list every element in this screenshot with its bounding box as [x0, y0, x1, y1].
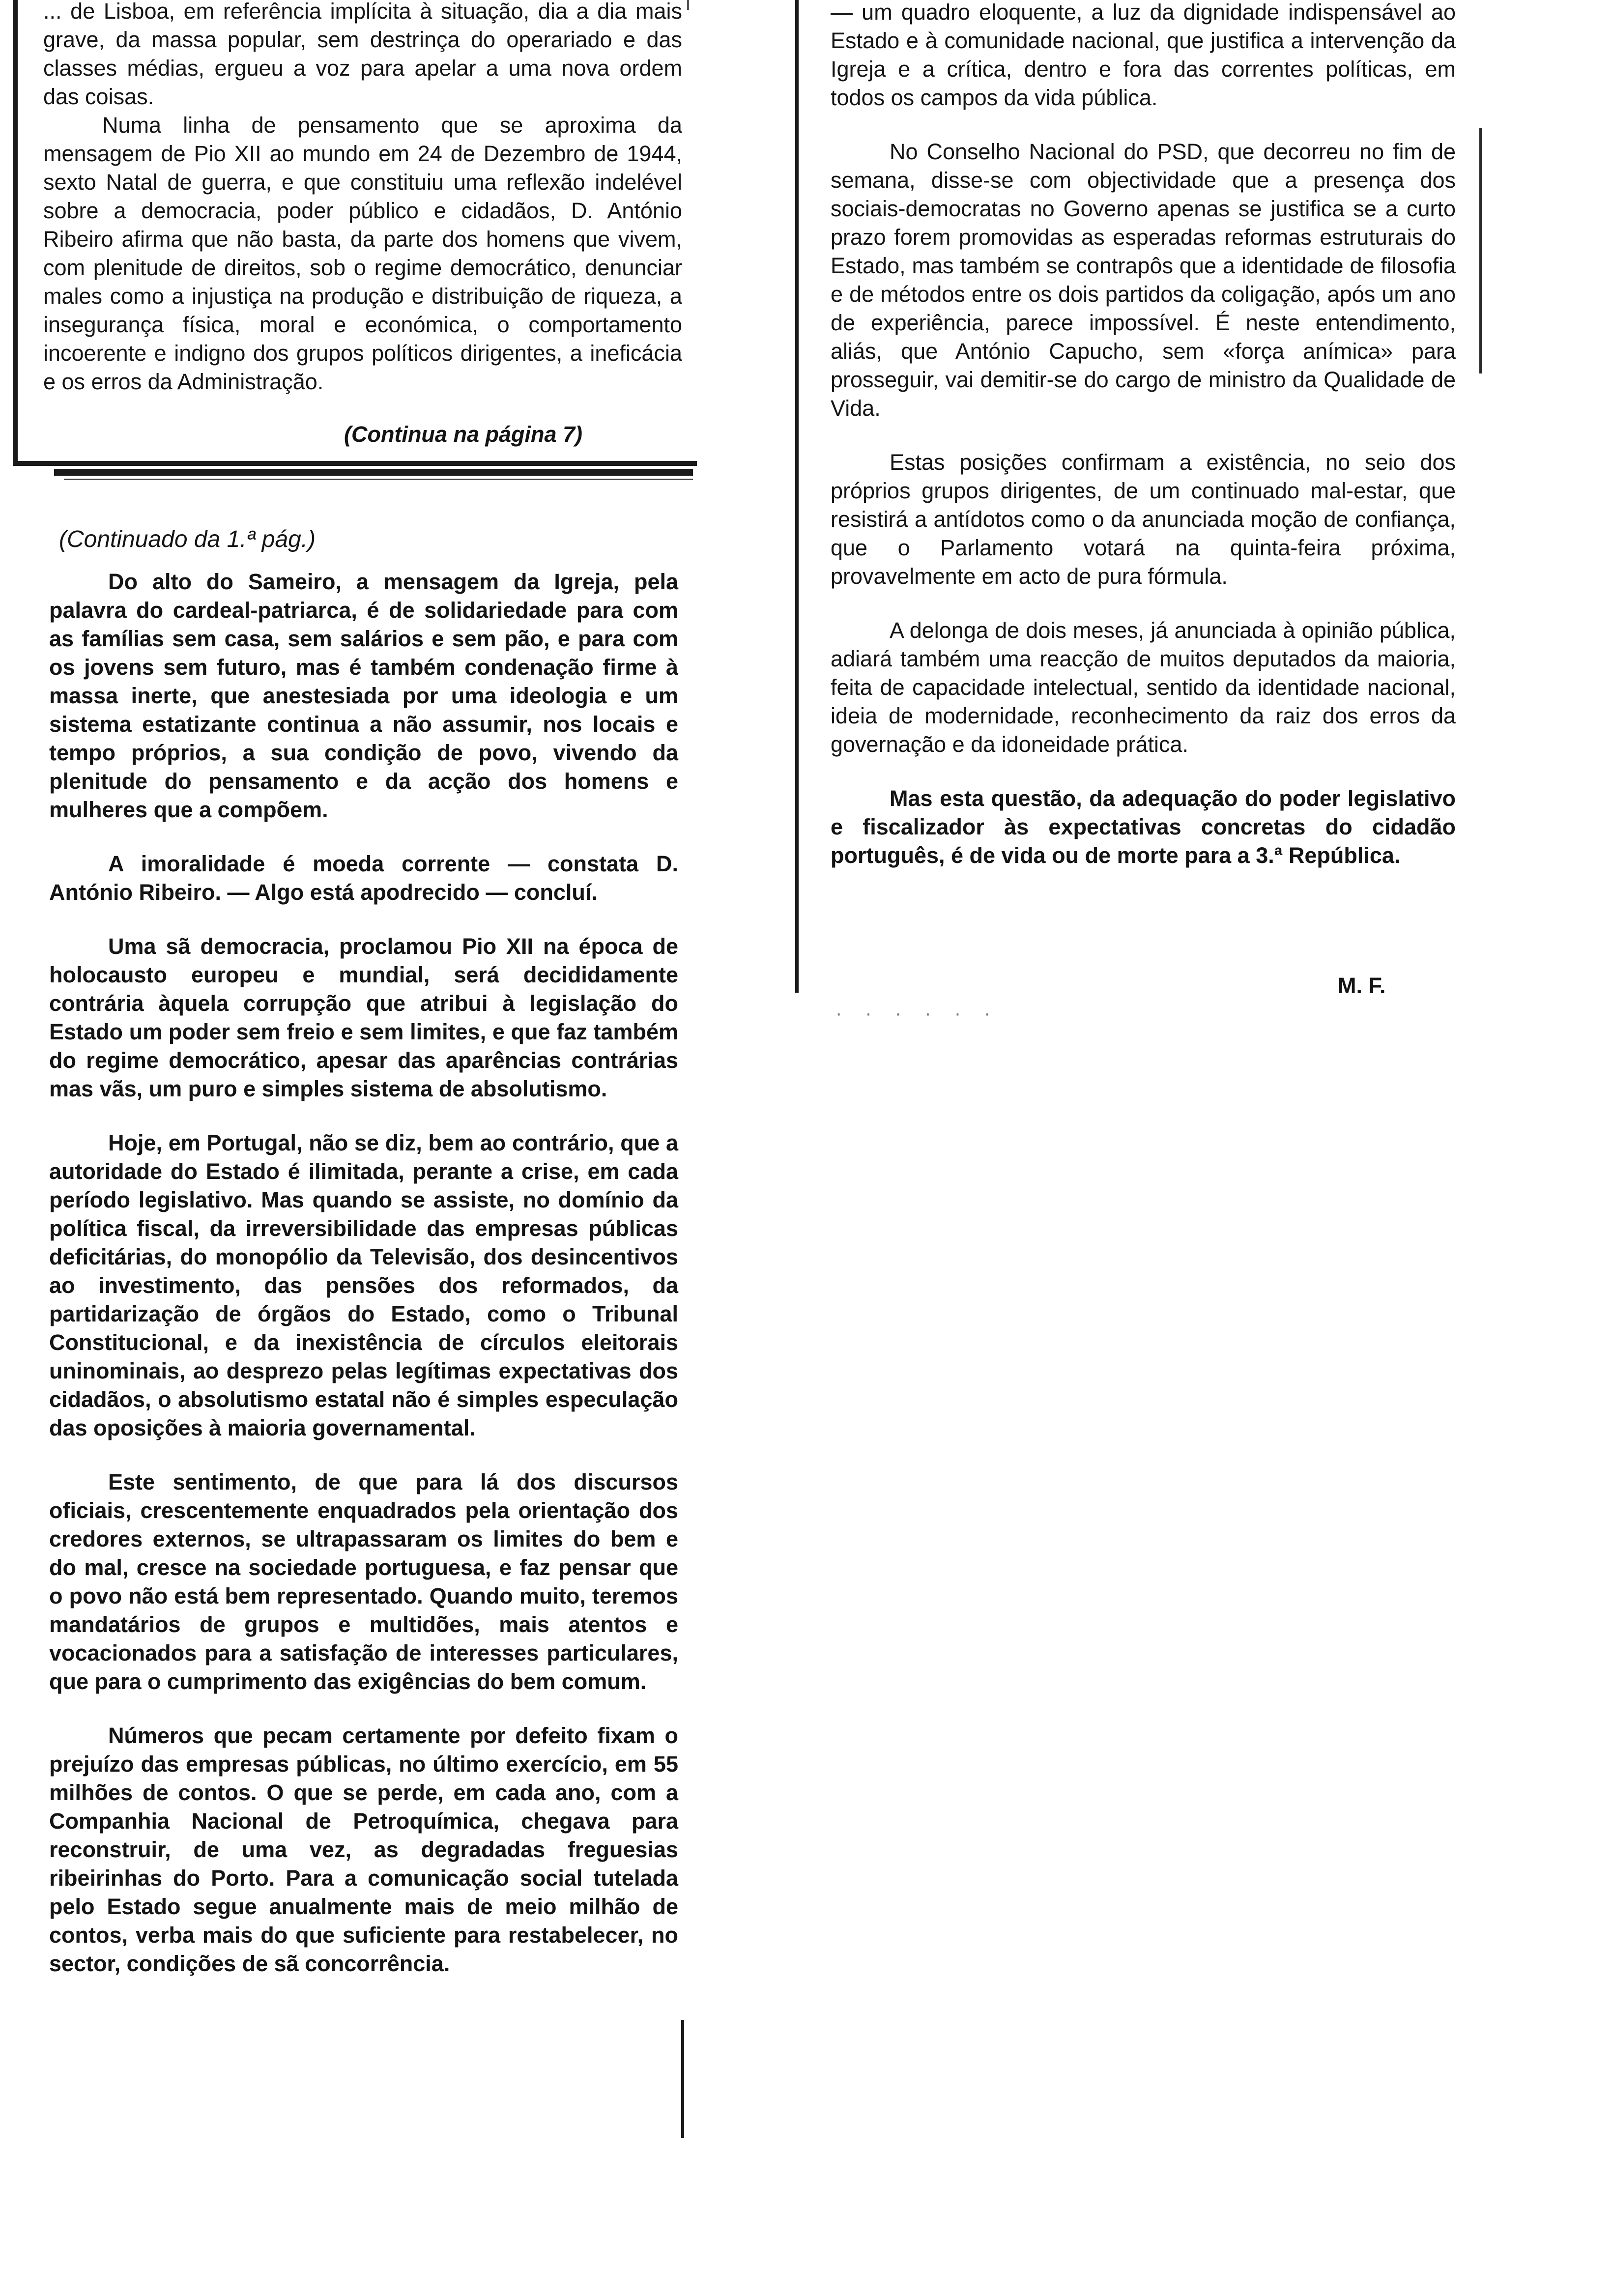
- right-paragraph-3: Estas posições confirmam a existência, no seio dos próprios grupos dirigentes, de um continuado mal-estar, que resistirá a antídotos como o da anunciada moção de confiança, que o Parlamento votará na quinta-feira próxima, provavelmente em acto de pura fórmula.: [831, 450, 1456, 589]
- right-column-border: [795, 0, 799, 993]
- continua-na-pagina-label: (Continua na página 7): [344, 422, 583, 447]
- left-article-column: [49, 526, 678, 1978]
- left-paragraph-4: Hoje, em Portugal, não se diz, bem ao contrário, que a autoridade do Estado é ilimitada, perante a crise, em cada período legislativo. Mas quando se assiste, no domínio da política fiscal, da irreversibilidade das empresas públicas deficitárias, do monopólio da Televisão, dos desincentivos ao investimento, das pensões dos reformados, da partidarização de órgãos do Estado, como o Tribunal Constitucional, e da inexistência de círculos eleitorais uninominais, ao desprezo pelas legítimas expectativas dos cidadãos, o absolutismo estatal não é simples especulação das oposições à maioria governamental.: [49, 1130, 678, 1440]
- top-left-paragraph-1: ... de Lisboa, em referência implícita à situação, dia a dia mais grave, da massa popular, sem destrinça do operariado e das classes médias, ergueu a voz para apelar a uma nova ordem das coisas.: [43, 0, 682, 109]
- left-paragraph-3: Uma sã democracia, proclamou Pio XII na época de holocausto europeu e mundial, será decididamente contrária àquela corrupção que atribui à legislação do Estado um poder sem freio e sem limites, e que faz também do regime democrático, apesar das aparências contrárias mas vãs, um puro e simples sistema de absolutismo.: [49, 934, 678, 1101]
- continuado-label: (Continuado da 1.ª pág.): [59, 526, 316, 552]
- left-paragraph-1: Do alto do Sameiro, a mensagem da Igreja, pela palavra do cardeal-patriarca, é de solidariedade para com as famílias sem casa, sem salários e sem pão, e para com os jovens sem futuro, mas é também condenação firme à massa inerte, que anestesiada por uma ideologia e um sistema estatizante continua a não assumir, nos locais e tempo próprios, a sua condição de povo, vivendo da plenitude do pensamento e da acção dos homens e mulheres que a compõem.: [49, 569, 678, 822]
- top-left-box-bottom-rule: [13, 461, 697, 466]
- right-paragraph-4: A delonga de dois meses, já anunciada à opinião pública, adiará também uma reacção de muitos deputados da maioria, feita de capacidade intelectual, sentido da identidade nacional, ideia de modernidade, reconhecimento da raiz dos erros da governação e da idoneidade prática.: [831, 618, 1456, 757]
- top-left-box-corner-rule: [687, 0, 689, 10]
- left-paragraph-5: Este sentimento, de que para lá dos discursos oficiais, crescentemente enquadrados pela orientação dos credores externos, se ultrapassaram os limites do bem e do mal, cresce na sociedade portuguesa, e faz pensar que o povo não está bem representado. Quando muito, teremos mandatários de grupos e multidões, mais atentos e vocacionados para a satisfação de interesses particulares, que para o cumprimento das exigências do bem comum.: [49, 1469, 678, 1694]
- right-column-edge-rule: [1479, 128, 1482, 373]
- top-left-box-border: [13, 0, 18, 466]
- left-column-edge-rule: [681, 2020, 684, 2138]
- section-divider-rule: [54, 469, 693, 476]
- author-signature: M. F.: [1338, 973, 1386, 998]
- left-paragraph-6: Números que pecam certamente por defeito fixam o prejuízo das empresas públicas, no último exercício, em 55 milhões de contos. O que se perde, em cada ano, com a Companhia Nacional de Petroquímica, chegava para reconstruir, de uma vez, as degradadas freguesias ribeirinhas do Porto. Para a comunicação social tutelada pelo Estado segue anualmente mais de meio milhão de contos, verba mais do que suficiente para restabelecer, no sector, condições de sã concorrência.: [49, 1723, 678, 1976]
- right-paragraph-5: Mas esta questão, da adequação do poder legislativo e fiscalizador às expectativas concretas do cidadão português, é de vida ou de morte para a 3.ª República.: [831, 786, 1456, 868]
- column-end-dots: · · · · · ·: [835, 1003, 1000, 1024]
- right-paragraph-2: No Conselho Nacional do PSD, que decorreu no fim de semana, disse-se com objectividade que a presença dos sociais-democratas no Governo apenas se justifica se a curto prazo forem promovidas as esperadas reformas estruturais do Estado, mas também se contrapôs que a identidade de filosofia e de métodos entre os dois partidos da coligação, após um ano de experiência, parece impossível. É neste entendimento, aliás, que António Capucho, sem «força anímica» para prosseguir, vai demitir-se do cargo de ministro da Qualidade de Vida.: [831, 139, 1456, 421]
- right-paragraph-1: — um quadro eloquente, a luz da dignidade indispensável ao Estado e à comunidade nacional, que justifica a intervenção da Igreja e a crítica, dentro e fora das correntes políticas, em todos os campos da vida pública.: [831, 0, 1456, 110]
- right-article-column: [831, 0, 1456, 870]
- top-left-paragraph-2: Numa linha de pensamento que se aproxima da mensagem de Pio XII ao mundo em 24 de Dezembro de 1944, sexto Natal de guerra, e que constituiu uma reflexão indelével sobre a democracia, poder público e cidadãos, D. António Ribeiro afirma que não basta, da parte dos homens que vivem, com plenitude de direitos, sob o regime democrático, denunciar males como a injustiça na produção e distribuição de riqueza, a insegurança física, moral e económica, o comportamento incoerente e indigno dos grupos políticos dirigentes, a ineficácia e os erros da Administração.: [43, 113, 682, 394]
- left-paragraph-2: A imoralidade é moeda corrente — constata D. António Ribeiro. — Algo está apodrecido — concluí.: [49, 851, 678, 905]
- section-divider-thin-rule: [64, 479, 693, 480]
- top-left-article-block: [43, 0, 682, 396]
